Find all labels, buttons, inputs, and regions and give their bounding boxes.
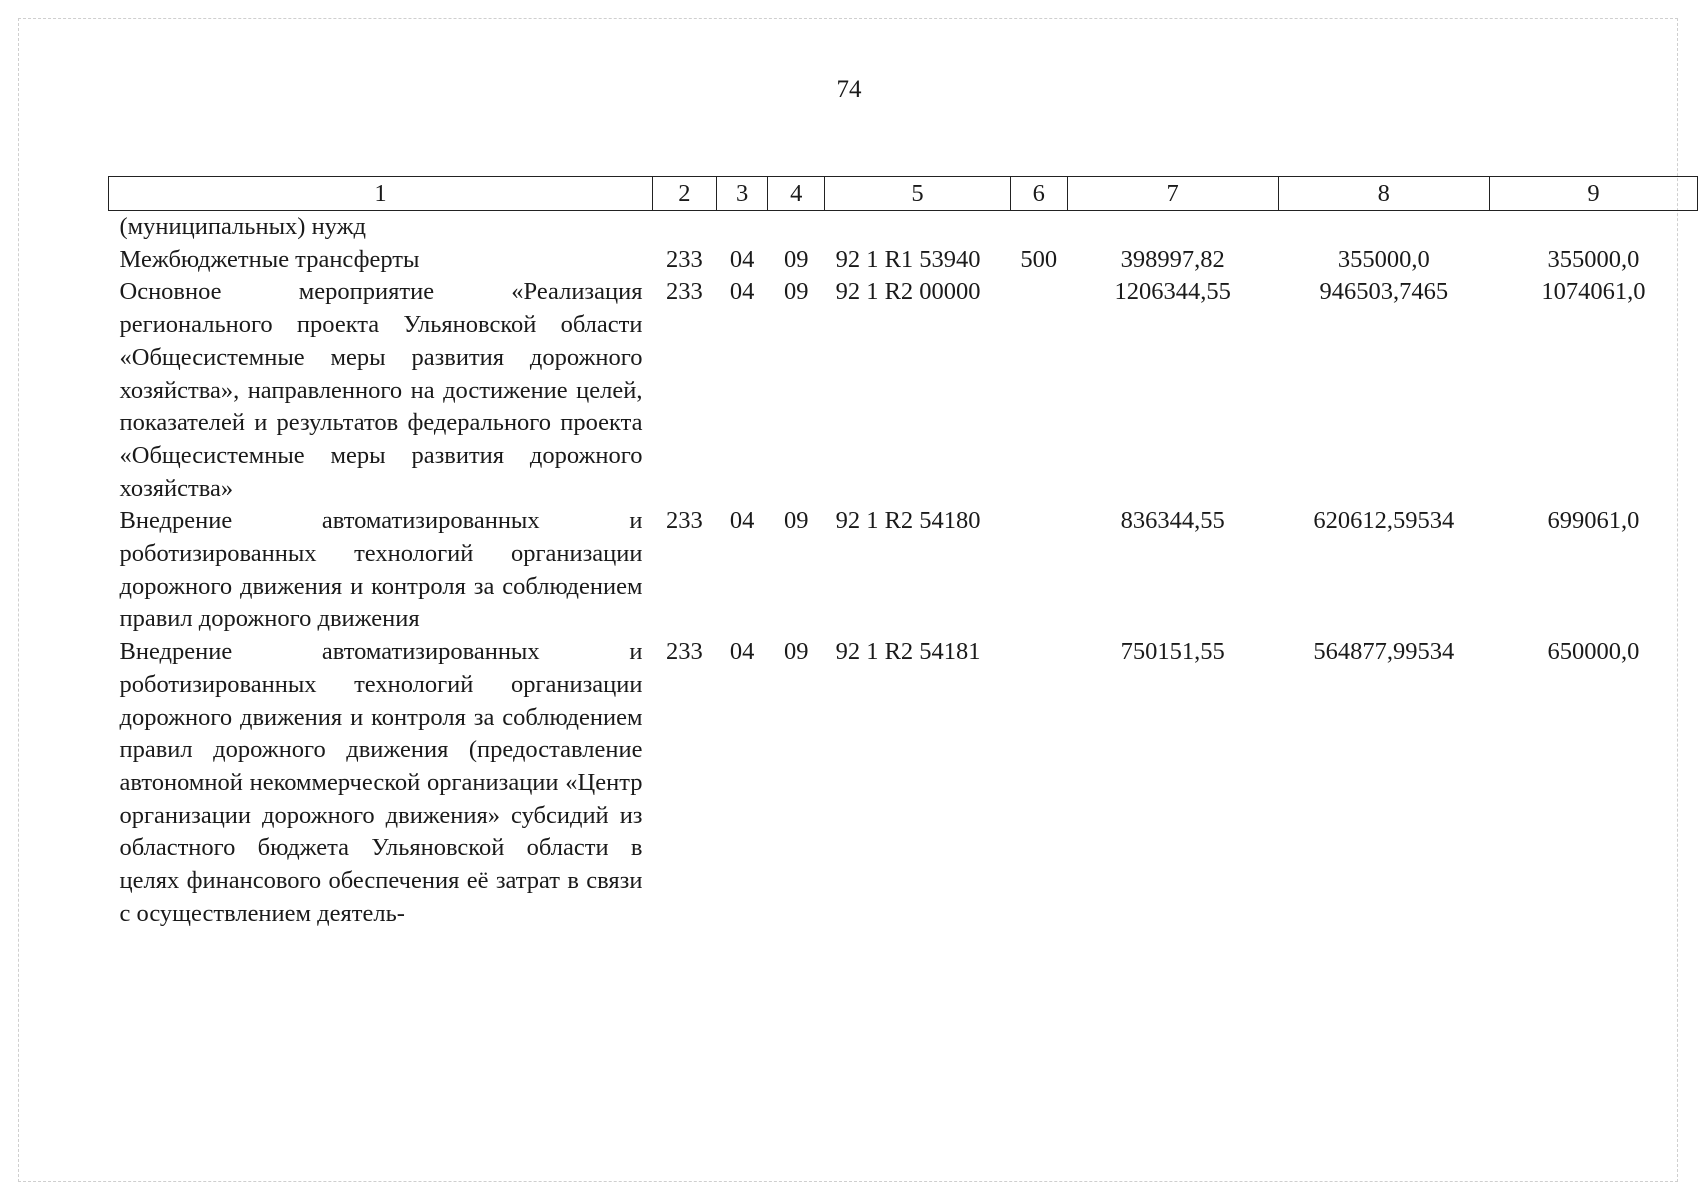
cell-col-8: 355000,0 xyxy=(1337,245,1430,273)
cell-col-3 xyxy=(716,211,768,244)
cell-col-9: 699061,0 xyxy=(1547,507,1640,535)
table-row xyxy=(109,276,1698,505)
cell-col-8: 564877,99534 xyxy=(1313,638,1455,666)
cell-col-7 xyxy=(1067,211,1278,244)
cell-col-2 xyxy=(652,211,716,244)
cell-col-5 xyxy=(825,211,1011,244)
cell-col-5: 92 1 R2 00000 xyxy=(835,278,981,306)
cell-col-2: 233 xyxy=(665,278,703,306)
header-cell-7: 7 xyxy=(1067,177,1278,211)
cell-col-6 xyxy=(1010,636,1067,930)
cell-col-4: 09 xyxy=(784,638,809,666)
cell-col-2: 233 xyxy=(665,245,703,273)
cell-col-8: 946503,7465 xyxy=(1319,278,1449,306)
header-cell-9: 9 xyxy=(1489,177,1697,211)
cell-col-6 xyxy=(1010,211,1067,244)
header-cell-1: 1 xyxy=(109,177,653,211)
cell-col-9: 1074061,0 xyxy=(1541,278,1646,306)
cell-col-6 xyxy=(1010,505,1067,636)
header-cell-2: 2 xyxy=(652,177,716,211)
cell-col-5: 92 1 R2 54181 xyxy=(835,638,981,666)
header-cell-5: 5 xyxy=(825,177,1011,211)
cell-col-7: 398997,82 xyxy=(1120,245,1225,273)
cell-col-4: 09 xyxy=(784,278,809,306)
header-cell-3: 3 xyxy=(716,177,768,211)
table-row xyxy=(109,211,1698,244)
cell-col-3: 04 xyxy=(729,245,755,273)
cell-col-4: 09 xyxy=(784,507,809,535)
cell-col-4 xyxy=(768,211,825,244)
table-header-row xyxy=(109,177,1698,211)
cell-col-5: 92 1 R2 54180 xyxy=(835,507,981,535)
budget-table xyxy=(108,176,1698,930)
cell-col-2: 233 xyxy=(665,638,703,666)
cell-col-8: 620612,59534 xyxy=(1313,507,1455,535)
cell-col-8 xyxy=(1278,211,1489,244)
table-row xyxy=(109,244,1698,277)
cell-col-3: 04 xyxy=(729,638,755,666)
table-row xyxy=(109,505,1698,636)
cell-col-6 xyxy=(1010,276,1067,505)
header-cell-6: 6 xyxy=(1010,177,1067,211)
cell-col-4: 09 xyxy=(784,245,809,273)
row-name: Внедрение автоматизированных и роботизированных технологий организации дорожного движения и контроля за соблюдением правил дорожного движения (предоставление автономной некоммерческой организации «Центр организации дорожного движения» субсидий из областного бюджета Ульяновской области в целях финансового обеспечения её затрат в связи с осуществлением деятель- xyxy=(119,638,643,927)
header-cell-8: 8 xyxy=(1278,177,1489,211)
cell-col-5: 92 1 R1 53940 xyxy=(835,245,981,273)
header-cell-4: 4 xyxy=(768,177,825,211)
page-number: 74 xyxy=(836,76,862,103)
cell-col-3: 04 xyxy=(729,507,755,535)
cell-col-9 xyxy=(1489,211,1697,244)
cell-col-2: 233 xyxy=(665,507,703,535)
table-row xyxy=(109,636,1698,930)
cell-col-7: 1206344,55 xyxy=(1114,278,1231,306)
row-name: Межбюджетные трансферты xyxy=(119,245,420,273)
cell-col-7: 836344,55 xyxy=(1120,507,1225,535)
cell-col-9: 355000,0 xyxy=(1547,245,1640,273)
cell-col-3: 04 xyxy=(729,278,755,306)
cell-col-6: 500 xyxy=(1020,245,1058,273)
row-name: Основное мероприятие «Реализация регионального проекта Ульяновской области «Общесистемные меры развития дорожного хозяйства», направленного на достижение целей, показателей и результатов федерального проекта «Общесистемные меры развития дорожного хозяйства» xyxy=(119,278,643,502)
row-name: (муниципальных) нужд xyxy=(119,213,366,240)
cell-col-9: 650000,0 xyxy=(1547,638,1640,666)
cell-col-7: 750151,55 xyxy=(1120,638,1225,666)
row-name: Внедрение автоматизированных и роботизированных технологий организации дорожного движения и контроля за соблюдением правил дорожного движения xyxy=(119,507,643,633)
